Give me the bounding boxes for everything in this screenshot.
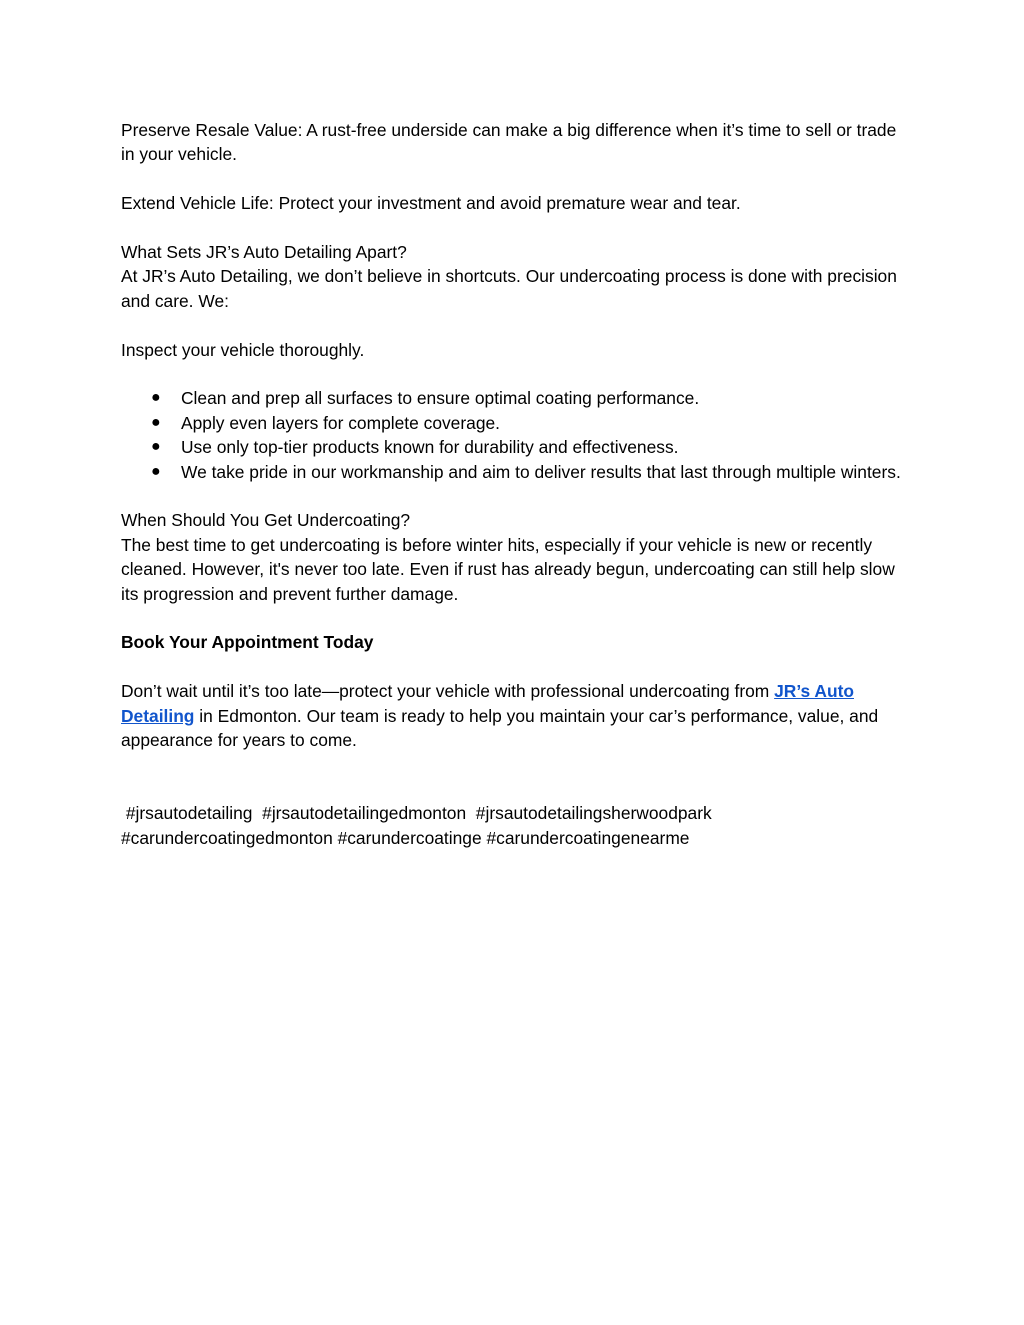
bullet-icon: ● — [151, 389, 161, 407]
spacer — [121, 313, 911, 337]
inspect-paragraph: Inspect your vehicle thoroughly. — [121, 339, 365, 360]
spacer — [121, 216, 911, 240]
list-item-text: We take pride in our workmanship and aim to deliver results that last through multiple winters. — [181, 461, 901, 482]
cta-paragraph — [121, 679, 911, 752]
spacer — [121, 167, 911, 191]
bullet-list — [121, 386, 911, 484]
apart-heading: What Sets JR’s Auto Detailing Apart? — [121, 242, 407, 262]
list-item — [121, 460, 911, 484]
cta-text-after: in Edmonton. Our team is ready to help you maintain your car’s performance, value, and appearance for years to come. — [121, 705, 879, 751]
spacer — [121, 752, 911, 801]
document-page — [121, 118, 911, 850]
resale-paragraph: Preserve Resale Value: A rust-free underside can make a big difference when it’s time to sell or trade in your vehicle. — [121, 120, 897, 165]
list-item — [121, 435, 911, 459]
spacer — [121, 362, 911, 386]
when-paragraph: The best time to get undercoating is before winter hits, especially if your vehicle is new or recently cleaned. However, it's never too late. Even if rust has already begun, undercoating can still help slow its progression and prevent further damage. — [121, 534, 895, 604]
list-item-text: Clean and prep all surfaces to ensure optimal coating performance. — [181, 388, 700, 409]
bullet-icon: ● — [151, 413, 161, 431]
jrs-auto-detailing-link[interactable]: JR’s Auto Detailing — [121, 681, 854, 726]
cta-text-before: Don’t wait until it’s too late—protect your vehicle with professional undercoating from — [121, 681, 775, 702]
extend-paragraph: Extend Vehicle Life: Protect your investment and avoid premature wear and tear. — [121, 193, 741, 214]
hashtags-line-1: #jrsautodetailing #jrsautodetailingedmonton #jrsautodetailingsherwoodpark — [121, 803, 712, 824]
spacer — [121, 606, 911, 630]
bullet-icon: ● — [151, 462, 161, 480]
apart-paragraph: At JR’s Auto Detailing, we don’t believe in shortcuts. Our undercoating process is done with precision and care. We: — [121, 266, 897, 311]
hashtags-line-2: #carundercoatingedmonton #carundercoatinge #carundercoatingenearme — [121, 827, 690, 848]
spacer — [121, 655, 911, 679]
when-heading: When Should You Get Undercoating? — [121, 510, 411, 531]
list-item — [121, 411, 911, 435]
list-item-text: Apply even layers for complete coverage. — [181, 412, 500, 433]
book-heading: Book Your Appointment Today — [121, 632, 374, 653]
list-item — [121, 386, 911, 410]
bullet-icon: ● — [151, 438, 161, 456]
spacer — [121, 484, 911, 508]
list-item-text: Use only top-tier products known for durability and effectiveness. — [181, 437, 679, 458]
